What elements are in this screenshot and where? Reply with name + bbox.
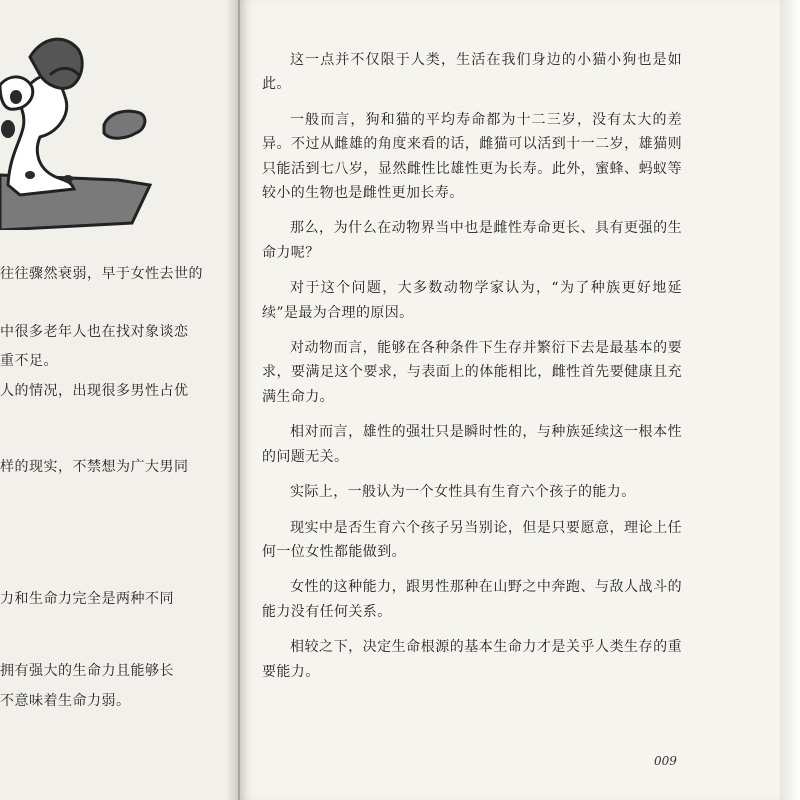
paragraph: 相较之下，决定生命根源的基本生命力才是关乎人类生存的重要能力。 [262,639,682,680]
paragraph: 女性的这种能力，跟男性那种在山野之中奔跑、与敌人战斗的能力没有任何关系。 [262,579,682,620]
paragraph: 相对而言，雄性的强壮只是瞬时性的，与种族延续这一根本性的问题无关。 [262,424,682,465]
paragraph: 一般而言，狗和猫的平均寿命都为十二三岁，没有太大的差异。不过从雌雄的角度来看的话，雌猫可以活到十一二岁，雄猫则只能活到七八岁，显然雌性比雄性更为长寿。此外，蜜蜂、蚂蚁等较小的生物也是雌性更加长寿。 [262,111,682,202]
illustration-dot [1,120,15,138]
paragraph: 对于这个问题，大多数动物学家认为，“为了种族更好地延续”是最为合理的原因。 [262,280,682,321]
body-text [262,48,682,695]
paragraph: 这一点并不仅限于人类，生活在我们身边的小猫小狗也是如此。 [262,52,682,93]
left-line: 人的情况，出现很多男性占优 [0,383,189,399]
left-line: 中很多老年人也在找对象谈恋 [0,324,189,340]
left-line: 样的现实，不禁想为广大男同 [0,459,189,475]
left-line: 往往骤然衰弱，早于女性去世的 [0,266,203,282]
page-edge [780,0,800,800]
left-page [0,0,238,800]
gutter-shadow [226,0,240,800]
left-line: 拥有强大的生命力且能够长 [0,663,174,679]
left-line: 不意味着生命力弱。 [0,693,131,709]
left-line: 力和生命力完全是两种不同 [0,591,174,607]
illustration-dot [63,175,73,183]
paragraph: 那么，为什么在动物界当中也是雌性寿命更长、具有更强的生命力呢？ [262,220,682,261]
paragraph: 对动物而言，能够在各种条件下生存并繁衍下去是最基本的要求，要满足这个要求，与表面上的体能相比，雌性首先要健康且充满生命力。 [262,340,682,405]
illustration-floating-shape [104,111,145,138]
illustration [0,25,160,230]
page-number: 009 [654,754,677,768]
paragraph: 实际上，一般认为一个女性具有生育六个孩子的能力。 [290,484,636,501]
illustration-dot [10,90,22,104]
paragraph: 现实中是否生育六个孩子另当别论，但是只要愿意，理论上任何一位女性都能做到。 [262,519,682,560]
left-line: 重不足。 [0,353,58,369]
illustration-dot [25,171,35,179]
